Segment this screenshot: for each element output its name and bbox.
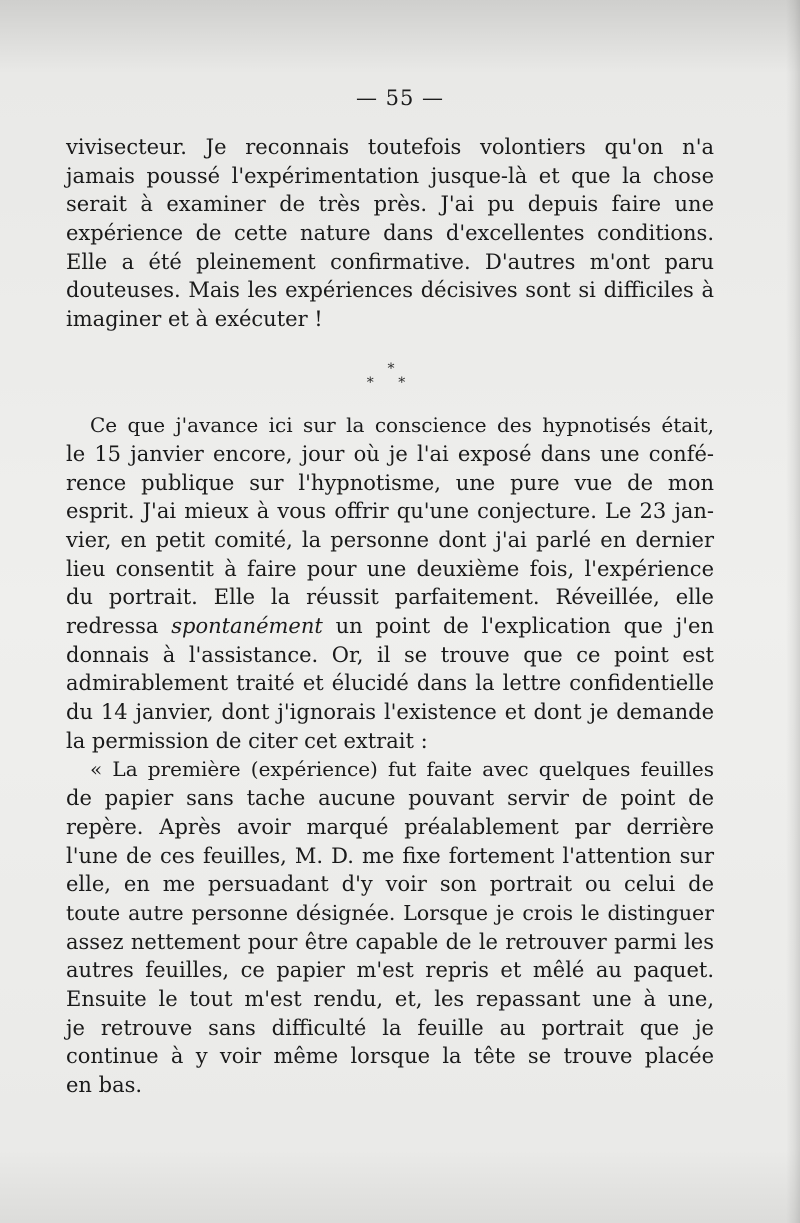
text-line: Ce que j'avance ici sur la conscience des hypnotisés était, [90,413,714,438]
text-line: vivisecteur. Je reconnais toutefois volontiers qu'on n'a [66,135,714,159]
text-line: assez nettement pour être capable de le retrouver parmi les [66,929,714,954]
text-line: autres feuilles, ce papier m'est repris et mêlé au paquet. [66,958,714,983]
section-gap [66,391,714,411]
text-line-with-italic [66,612,714,641]
text-line: Elle a été pleinement confirmative. D'autres m'ont paru [66,249,714,274]
text-line: en bas. [66,1073,143,1097]
text-line: expérience de cette nature dans d'excellentes conditions. [66,221,714,246]
text-line: continue à y voir même lorsque la tête se trouve placée [66,1044,714,1069]
page-body [66,133,714,1100]
asterism-bottom: * * [366,375,416,391]
text-line: « La première (expérience) fut faite avec quelques feuilles [90,757,714,782]
section-gap [66,334,714,363]
text-line: la permission de citer cet extrait : [66,728,428,753]
text-line: repère. Après avoir marqué préalablement par derrière [66,814,714,839]
text-run: redressa [66,614,172,638]
italic-word: spontanément [171,614,323,638]
page-number: — 55 — [355,86,445,110]
text-line: donnais à l'assistance. Or, il se trouve que ce point est [66,642,714,667]
text-line: de papier sans tache aucune pouvant servir de point de [66,786,714,811]
text-line: toute autre personne désignée. Lorsque je crois le distinguer [66,900,714,925]
text-line: vier, en petit comité, la personne dont j'ai parlé en dernier [66,527,714,552]
text-line: esprit. J'ai mieux à vous offrir qu'une conjecture. Le 23 jan- [66,499,714,524]
text-line: du portrait. Elle la réussit parfaitement. Réveillée, elle [66,585,714,610]
text-line: jamais poussé l'expérimentation jusque-là et que la chose [66,163,714,188]
text-line: elle, en me persuadant d'y voir son portrait ou celui de [66,872,714,897]
text-line: lieu consentit à faire pour une deuxième fois, l'expérience [66,556,714,581]
text-line: serait à examiner de très près. J'ai pu depuis faire une [66,192,714,217]
text-line: imaginer et à exécuter ! [66,307,323,332]
text-line: le 15 janvier encore, jour où je l'ai exposé dans une confé- [66,441,714,466]
page-spine-shadow [786,0,800,1223]
section-gap [66,363,714,392]
text-line: du 14 janvier, dont j'ignorais l'existence et dont je demande [66,700,714,725]
text-line: Ensuite le tout m'est rendu, et, les repassant une à une, [66,986,714,1011]
asterism-top: * [387,361,395,377]
text-line: l'une de ces feuilles, M. D. me fixe fortement l'attention sur [66,843,714,868]
text-line: admirablement traité et élucidé dans la lettre confidentielle [66,671,714,696]
text-line: rence publique sur l'hypnotisme, une pure vue de mon [66,470,714,495]
text-run: un point de l'explication que j'en [322,614,714,638]
text-line: douteuses. Mais les expériences décisives sont si difficiles à [66,278,714,303]
text-line: je retrouve sans difficulté la feuille au portrait que je [66,1015,714,1040]
